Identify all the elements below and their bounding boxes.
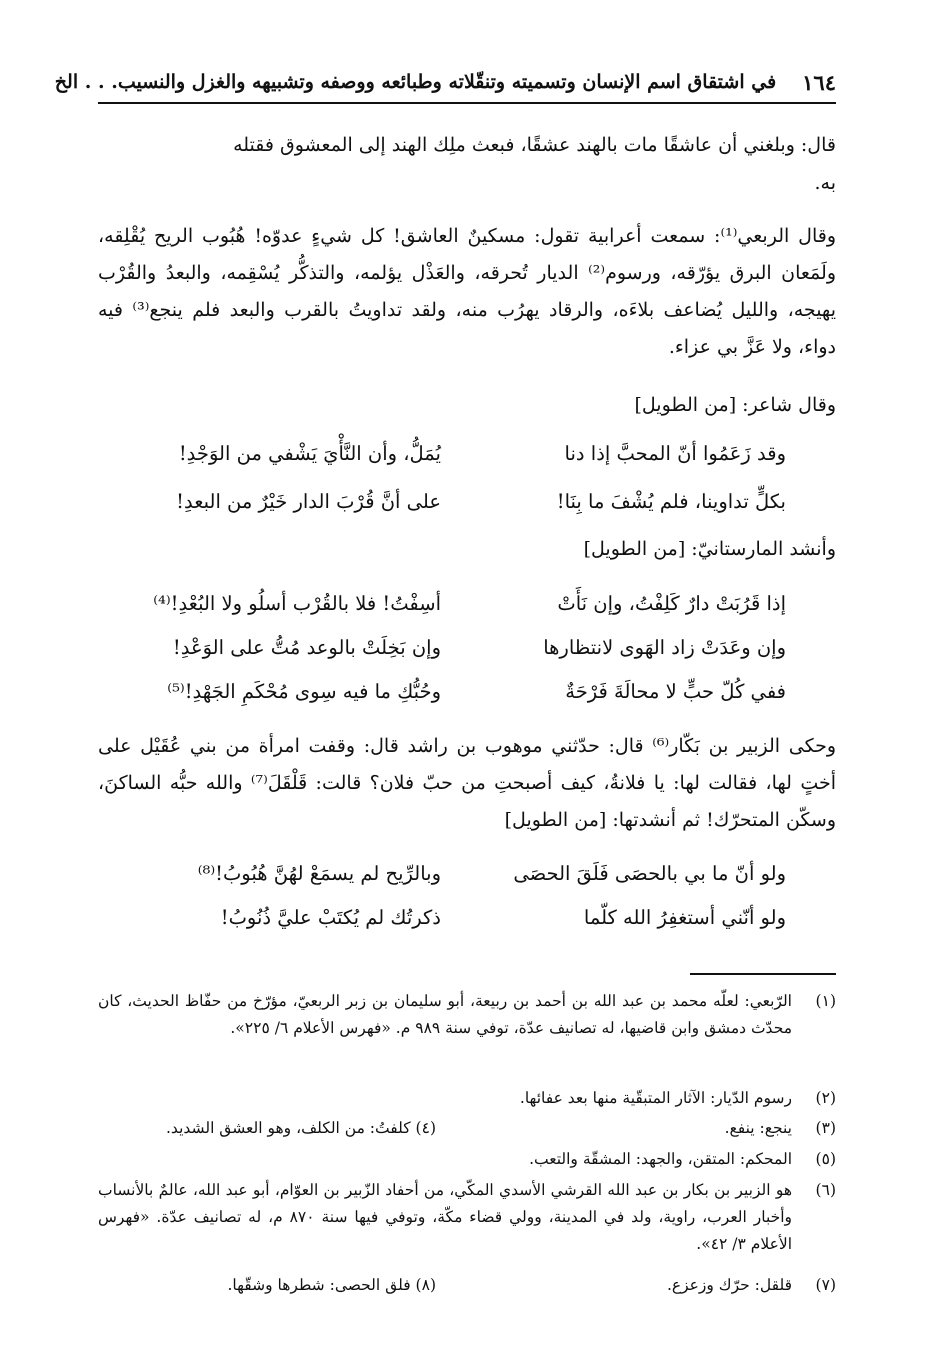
footnote xyxy=(98,1115,836,1142)
poem-1-verse xyxy=(98,434,836,474)
footnote-number: (١) xyxy=(815,992,836,1010)
verse-second-hemistich: وبالرِّيح لم يسمَعْ لهُنَّ هُبُوبُ!⁽⁸⁾ xyxy=(197,862,441,885)
footnote-text: الرّبعي: لعلّه محمد بن عبد الله بن أحمد بن ربيعة، أبو سليمان بن زبر الربعيّ، مؤرّخ من حفّاظ الحديث، كان محدّث دمشق وابن قاضيها، له تصانيف عدّة، توفي سنة ٩٨٩ م. «فهرس الأعلام ٦/ ٢٢٥». xyxy=(98,992,792,1037)
verse-second-hemistich: يُمَلُّ، وأن النَّأْيَ يَشْفي من الوَجْدِ! xyxy=(178,442,441,465)
footnote-text: فلق الحصى: شطرها وشقّها. xyxy=(227,1276,411,1294)
poem-1-intro: وقال شاعر: [من الطويل] xyxy=(634,394,836,416)
verse-first-hemistich: ففي كُلّ حبٍّ لا محالَةَ فَرْحَةٌ xyxy=(565,680,786,703)
verse-first-hemistich: وقد زَعَمُوا أنّ المحبَّ إذا دنا xyxy=(564,442,786,465)
running-header xyxy=(54,62,836,104)
footnote-number: (٧) xyxy=(815,1276,836,1294)
poem-2-verse xyxy=(98,584,836,624)
footnote xyxy=(98,1177,836,1258)
verse-second-hemistich: وحُبُّكِ ما فيه سِوى مُحْكَمِ الجَهْدِ!⁽⁵⁾ xyxy=(167,680,441,703)
poem-2-intro: وأنشد المارستانيّ: [من الطويل] xyxy=(583,538,836,560)
footnote-text: المحكم: المتقن، والجهد: المشقّة والتعب. xyxy=(529,1150,792,1168)
footnote xyxy=(98,1272,836,1299)
verse-second-hemistich: أسِفْتُ! فلا بالقُرْب أسلُو ولا البُعْدِ!⁽⁴⁾ xyxy=(153,592,441,615)
zubair-paragraph: وحكى الزبير بن بَكّار⁽⁶⁾ قال: حدّثني موهوب بن راشد قال: وقفت امرأة من بني عُقَيْل على أختٍ لها، فقالت لها: يا فلانةُ، كيف أصبحتِ من حبّ فلان؟ قالت: قَلْقَلَ⁽⁷⁾ والله حبُّه الساكنَ، وسكّن المتحرّك! ثم أنشدتها: [من الطويل] xyxy=(98,735,836,831)
page-number: ١٦٤ xyxy=(802,69,836,95)
footnote-text: قلقل: حرّك وزعزع. xyxy=(666,1276,792,1294)
verse-second-hemistich: ذكرتُك لم يُكتَبْ عليَّ ذُنُوبُ! xyxy=(220,906,441,929)
footnote-inline xyxy=(227,1272,436,1299)
poem-3-verse xyxy=(98,854,836,894)
footnote-text: رسوم الدّيار: الآثار المتبقّية منها بعد عفائها. xyxy=(519,1089,792,1107)
footnote-text: هو الزبير بن بكار بن عبد الله القرشي الأسدي المكّي، من أحفاد الزّبير بن العوّام، أبو عبد الله، عالمٌ بالأنساب وأخبار العرب، راوية، ولد في المدينة، وولي قضاء مكّة، وتوفي فيها سنة ٨٧٠ م، له تصانيف عدّة. «فهرس الأعلام ٣/ ٤٢». xyxy=(98,1181,792,1253)
rabi-paragraph: وقال الربعي⁽¹⁾: سمعت أعرابية تقول: مسكينٌ العاشق! كل شيءٍ عدوّه! هُبُوب الريح يُقْلِقه، ولَمَعان البرق يؤرّقه، ورسوم⁽²⁾ الديار تُحرقه، والعَذْل يؤلمه، والتذكُّر يُسْقِمه، والبعدُ والقُرْب يهيجه، والليل يُضاعف بلاءَه، والرقاد يهرُب منه، ولقد تداويتُ بالقرب والبعد فلم ينجع⁽³⁾ فيه دواء، ولا عَزَّ بي عزاء. xyxy=(98,225,836,358)
verse-first-hemistich: وإن وعَدَتْ زاد الهَوى لانتظارها xyxy=(543,636,786,659)
poem-2-verse xyxy=(98,672,836,712)
verse-first-hemistich: ولو أنّني أستغفِرُ الله كلّما xyxy=(583,906,786,929)
intro-line-2: به. xyxy=(814,172,836,194)
verse-second-hemistich: وإن بَخِلَتْ بالوعد مُتُّ على الوَعْدِ! xyxy=(172,636,441,659)
footnote-number: (٤) xyxy=(415,1119,436,1137)
verse-first-hemistich: بكلٍّ تداوينا، فلم يُشْفَ ما بِنَا! xyxy=(556,490,786,513)
poem-1-verse xyxy=(98,482,836,522)
footnote-text: ينجع: ينفع. xyxy=(724,1119,792,1137)
verse-first-hemistich: ولو أنّ ما بي بالحصَى فَلَقَ الحصَى xyxy=(513,862,786,885)
poem-2-verse xyxy=(98,628,836,668)
footnote-number: (٨) xyxy=(415,1276,436,1294)
footnote-number: (٥) xyxy=(815,1150,836,1168)
footnote xyxy=(98,1085,836,1112)
verse-second-hemistich: على أنَّ قُرْبَ الدار خَيْرٌ من البعدِ! xyxy=(176,490,441,513)
footnote xyxy=(98,988,836,1042)
footnote-number: (٦) xyxy=(815,1181,836,1199)
verse-first-hemistich: إذا قَرُبَتْ دارٌ كَلِفْتُ، وإن نَأَتْ xyxy=(557,592,786,615)
running-title: في اشتقاق اسم الإنسان وتسميته وتنقّلاته وطبائعه ووصفه وتشبيهه والغزل والنسيب. . . الخ xyxy=(54,71,777,93)
footnote-inline xyxy=(166,1115,436,1142)
footnote-number: (٣) xyxy=(815,1119,836,1137)
intro-line-1: قال: وبلغني أن عاشقًا مات بالهند عشقًا، فبعث ملِك الهند إلى المعشوق فقتله xyxy=(233,134,836,156)
footnote-text: كلفتُ: من الكلف، وهو العشق الشديد. xyxy=(166,1119,411,1137)
footnote-separator xyxy=(690,973,836,975)
footnote xyxy=(98,1146,836,1173)
footnote-number: (٢) xyxy=(815,1089,836,1107)
poem-3-verse xyxy=(98,898,836,938)
